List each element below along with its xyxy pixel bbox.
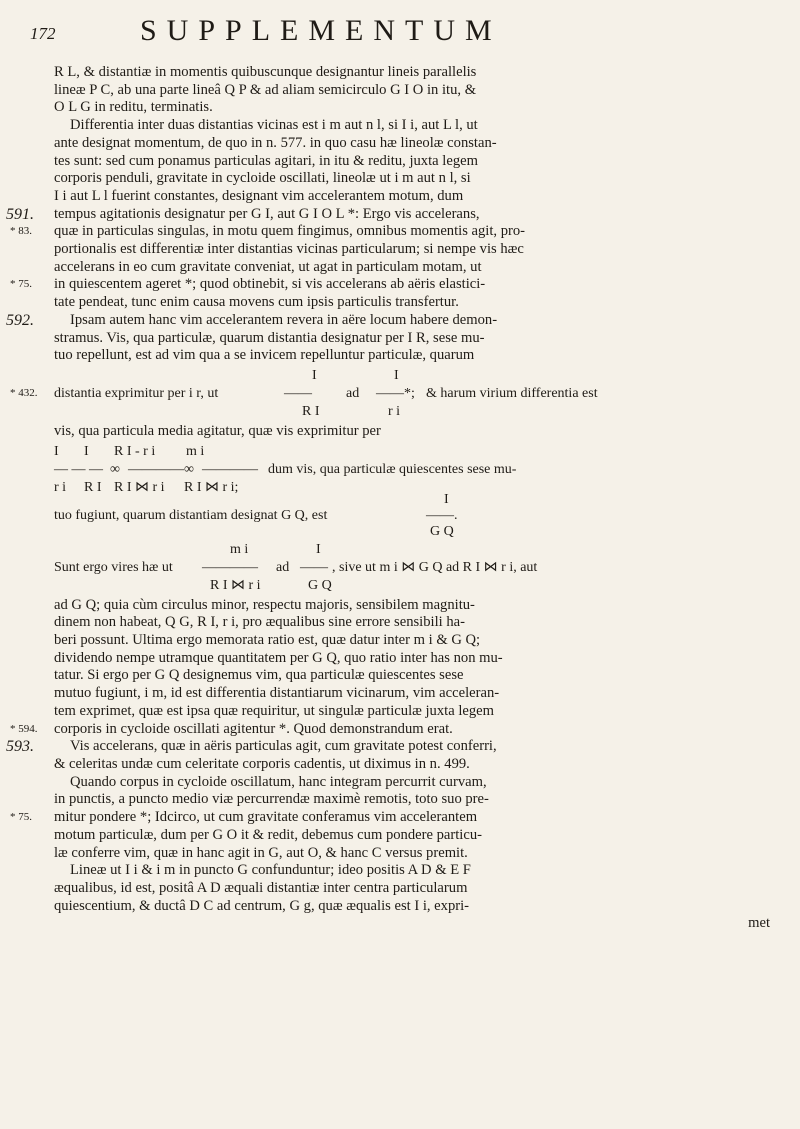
margin-ref: * 594. [10,722,38,735]
formula-gq: tuo fugiunt, quarum distantiam designat G Q, est I ——. G Q [54,491,458,539]
text-line: mitur pondere *; Idcirco, ut cum gravitate conferamus vim accelerantem [54,809,478,826]
text-line: tes sunt: sed cum ponamus particulas agitari, in itu & reditu, juxta legem [54,152,478,169]
text-line: Differentia inter duas distantias vicinas est i m aut n l, si I i, aut L l, ut [70,117,478,134]
text-row [10,276,770,294]
section-number: 592. [6,311,34,329]
text-line: dinem non habeat, Q G, R I, r i, pro æqualibus sine errore sensibili ha- [54,614,465,631]
numerator: I [444,491,449,507]
denominator: r i [54,479,67,495]
formula-text: ad [276,559,290,575]
formula-text: dum vis, qua particulæ quiescentes sese mu- [268,461,517,477]
text-row [10,720,770,739]
denominator: G Q [308,577,332,593]
text-row [10,809,770,827]
numerator: I [54,443,59,459]
text-line: I i aut L l fuerint constantes, designant vim accelerantem motum, dum [54,187,464,204]
page-header [30,14,770,48]
text-line: tatur. Si ergo per G Q designemus vim, qua particulæ quiescentes sese [54,667,464,684]
text-row [10,223,770,241]
text-line: in quiescentem ageret *; quod obtinebit, si vis accelerans ab aëris elastici- [54,276,486,293]
catchword: met [748,915,770,932]
formula-ratio-1: * 432. distantia exprimitur per i r, ut I —— R I ad I ——*; r i & harum virium differentia est [10,367,598,419]
numerator: I [312,367,317,383]
formula-text: tuo fugiunt, quarum distantiam designat G Q, est [54,507,328,523]
text-line: Ipsam autem hanc vim accelerantem revera in aëre locum habere demon- [70,311,498,328]
text-line: motum particulæ, dum per G O it & redit, debemus cum pondere particu- [54,826,482,843]
text-line: ad G Q; quia cùm circulus minor, respectu majoris, sensibilem magnitu- [54,596,475,613]
text-row [6,311,770,330]
formula-text: , sive ut m i ⋈ G Q ad R I ⋈ r i, aut [332,559,538,575]
text-line: tuo repellunt, est ad vim qua a se invicem repelluntur particulæ, quarum [54,347,475,364]
numerator: I [84,443,89,459]
text-line: corporis penduli, gravitate in cycloide oscillati, lineolæ ut i m aut n l, si [54,170,471,187]
text-line: & celeritas undæ cum celeritate corporis cadentis, ut diximus in n. 499. [54,755,470,772]
text-line: quiescentium, & ductâ D C ad centrum, G g, quæ æqualis est I i, expri- [54,897,470,914]
text-line: mutuo fugiunt, i m, id est differentia distantiarum vicinarum, vim acceleran- [54,685,500,702]
text-line: accelerans in eo cum gravitate conveniat, ut agat in particulam motam, ut [54,258,482,275]
formula-text: ad [346,385,360,401]
fraction-bar: — — — [54,461,103,477]
margin-ref: * 75. [10,811,32,824]
page-number: 172 [30,24,56,43]
text-line: lineæ P C, ab una parte lineâ Q P & ad aliam semicirculo G I O in itu, & [54,81,477,98]
denominator: G Q [430,523,454,539]
denominator: R I ⋈ r i [210,577,261,593]
running-title: SUPPLEMENTUM [140,14,502,47]
text-line: ante designat momentum, de quo in n. 577. in quo casu hæ lineolæ constan- [54,134,497,151]
denominator: r i [388,403,401,419]
text-line: beri possunt. Ultima ergo memorata ratio est, quæ datur inter m i & G Q; [54,632,481,649]
text-line: R L, & distantiæ in momentis quibuscunque designantur lineis parallelis [54,64,477,80]
denominator: R I [84,479,102,495]
text-line: tempus agitationis designatur per G I, aut G I O L *: Ergo vis accelerans, [54,205,480,222]
text-line: Lineæ ut I i & i m in puncto G confunduntur; ideo positis A D & E F [70,862,471,879]
text-row [6,738,770,756]
numerator: m i [230,541,249,557]
text-line: quæ in particulas singulas, in motu quem fingimus, omnibus momentis agit, pro- [54,223,526,240]
text-line: Vis accelerans, quæ in aëris particulas agit, cum gravitate potest conferri, [70,738,497,755]
margin-ref: * 83. [10,225,32,238]
margin-ref: * 432. [10,386,38,399]
denominator: R I [302,403,320,419]
numerator: R I - r i [114,443,156,459]
margin-ref: * 75. [10,278,32,291]
formula-text: distantia exprimitur per i r, ut [54,385,219,401]
text-line: tate pendeat, tunc enim causa movens cum ipsis particulis transfertur. [54,294,459,311]
text-line: tem exprimet, quæ est ipsa quæ requiritur, ut singulæ particulæ juxta legem [54,702,494,719]
text-row [6,205,770,224]
text-line: Quando corpus in cycloide oscillatum, hanc integram percurrit curvam, [70,773,487,790]
text-line: æqualibus, id est, positâ A D æquali distantiæ inter centra particularum [54,879,468,896]
text-body [6,64,770,933]
denominator: R I ⋈ r i [114,479,165,495]
text-line: vis, qua particula media agitatur, quæ vis exprimitur per [54,422,381,439]
infinity-sign: ∞ [110,461,120,477]
denominator: R I ⋈ r i; [184,479,239,495]
text-line: portionalis est differentiæ inter distantias vicinas particularum; si nempe vis hæc [54,241,524,258]
numerator: m i [186,443,205,459]
section-number: 591. [6,205,34,223]
text-line: in punctis, a puncto medio viæ percurrendæ maximè remotis, toto suo pre- [54,791,489,808]
text-line: stramus. Vis, qua particulæ, quarum distantia designatur per I R, sese mu- [54,329,485,346]
text-line: corporis in cycloide oscillati agitentur *. Quod demonstrandum erat. [54,720,453,737]
text-line: læ conferre vim, quæ in hanc agit in G, aut O, & hanc C versus premit. [54,844,468,861]
formula-difference: I I R I - r i m i — — — ∞ ∞ ———— ———— dum vis, qua particulæ quiescentes sese mu- r i R I R I ⋈ r i R I ⋈ r i; [54,443,517,495]
numerator: I [394,367,399,383]
formula-text: Sunt ergo vires hæ ut [54,559,173,575]
formula-ratio-2: Sunt ergo vires hæ ut m i ———— R I ⋈ r i ad I —— G Q , sive ut m i ⋈ G Q ad R I ⋈ r i, aut [54,541,538,593]
text-line: O L G in reditu, terminatis. [54,99,213,116]
section-number: 593. [6,738,34,756]
numerator: I [316,541,321,557]
formula-text: & harum virium differentia est [426,385,598,401]
text-line: dividendo nempe utramque quantitatem per G Q, quo ratio inter has non mu- [54,649,503,666]
infinity-sign: ∞ [184,461,194,477]
